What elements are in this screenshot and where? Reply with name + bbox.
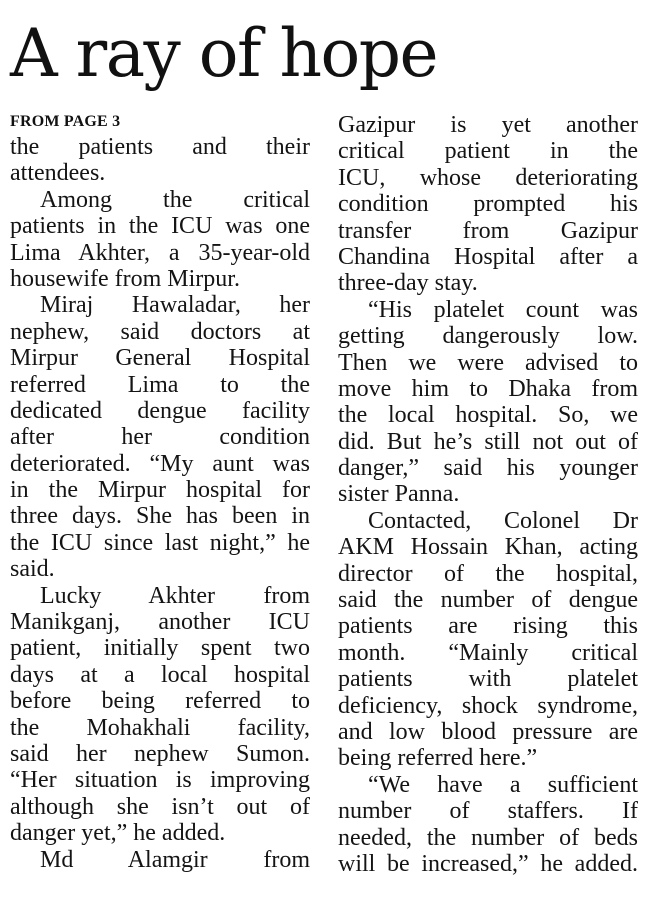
text-line: danger,” said his younger bbox=[338, 455, 638, 482]
text-line: and low blood pressure are bbox=[338, 718, 638, 745]
headline: A ray of hope bbox=[10, 15, 437, 92]
text-line: condition prompted his bbox=[338, 191, 638, 218]
text-line: “We have a sufficient bbox=[368, 771, 638, 798]
text-line: will be increased,” he added. bbox=[338, 850, 638, 877]
text-line: attendees. bbox=[10, 160, 106, 187]
text-line: Lucky Akhter from bbox=[40, 582, 310, 609]
text-line: Contacted, Colonel Dr bbox=[368, 507, 638, 534]
text-line: needed, the number of beds bbox=[338, 824, 638, 851]
text-line: Manikganj, another ICU bbox=[10, 609, 310, 636]
text-line: Among the critical bbox=[40, 186, 310, 213]
text-line: Gazipur is yet another bbox=[338, 112, 638, 138]
text-line: ICU, whose deteriorating bbox=[338, 164, 638, 191]
text-line: Lima Akhter, a 35-year-old bbox=[10, 239, 310, 266]
text-line: nephew, said doctors at bbox=[10, 318, 310, 345]
text-line: move him to Dhaka from bbox=[338, 375, 638, 402]
text-line: patients with platelet bbox=[338, 666, 638, 693]
text-line: three-day stay. bbox=[338, 270, 478, 297]
text-line: director of the hospital, bbox=[338, 560, 638, 587]
text-line: said the number of dengue bbox=[338, 587, 638, 614]
text-line: number of staffers. If bbox=[338, 798, 638, 825]
text-line: danger yet,” he added. bbox=[10, 820, 226, 847]
text-line: in the Mirpur hospital for bbox=[10, 477, 310, 504]
text-line: Then we were advised to bbox=[338, 349, 638, 376]
text-line: Md Alamgir from bbox=[40, 846, 310, 873]
text-line: although she isn’t out of bbox=[10, 793, 310, 820]
text-line: “His platelet count was bbox=[368, 296, 638, 323]
text-line: sister Panna. bbox=[338, 481, 460, 508]
text-line: Mirpur General Hospital bbox=[10, 345, 310, 372]
article-column-right bbox=[338, 112, 638, 877]
continuation-kicker: FROM PAGE 3 bbox=[10, 113, 121, 130]
text-line: getting dangerously low. bbox=[338, 323, 638, 350]
text-line: dedicated dengue facility bbox=[10, 397, 310, 424]
text-line: patients are rising this bbox=[338, 613, 638, 640]
text-line: transfer from Gazipur bbox=[338, 217, 638, 244]
text-line: Miraj Hawaladar, her bbox=[40, 292, 310, 319]
text-line: said. bbox=[10, 556, 55, 583]
text-line: after her condition bbox=[10, 424, 310, 451]
text-line: housewife from Mirpur. bbox=[10, 265, 240, 292]
text-line: deficiency, shock syndrome, bbox=[338, 692, 638, 719]
text-line: said her nephew Sumon. bbox=[10, 740, 310, 767]
text-line: the Mohakhali facility, bbox=[10, 714, 310, 741]
text-line: referred Lima to the bbox=[10, 371, 310, 398]
text-line: days at a local hospital bbox=[10, 661, 310, 688]
text-line: AKM Hossain Khan, acting bbox=[338, 534, 638, 561]
text-line: critical patient in the bbox=[338, 138, 638, 165]
text-line: Chandina Hospital after a bbox=[338, 243, 638, 270]
text-line: “Her situation is improving bbox=[10, 767, 310, 794]
text-line: three days. She has been in bbox=[10, 503, 310, 530]
text-line: the ICU since last night,” he bbox=[10, 529, 310, 556]
text-line: the patients and their bbox=[10, 134, 310, 160]
text-line: deteriorated. “My aunt was bbox=[10, 450, 310, 477]
text-line: before being referred to bbox=[10, 688, 310, 715]
text-line: patient, initially spent two bbox=[10, 635, 310, 662]
article-column-left bbox=[10, 112, 310, 873]
text-line: patients in the ICU was one bbox=[10, 213, 310, 240]
text-line: month. “Mainly critical bbox=[338, 639, 638, 666]
text-line: being referred here.” bbox=[338, 745, 538, 772]
text-line: the local hospital. So, we bbox=[338, 402, 638, 429]
text-line: did. But he’s still not out of bbox=[338, 428, 638, 455]
